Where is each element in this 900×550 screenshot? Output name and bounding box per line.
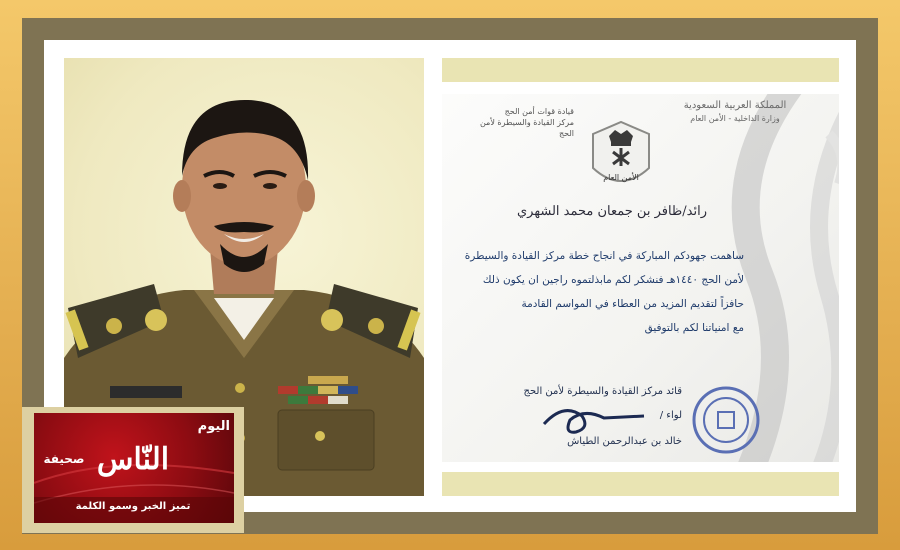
bottom-decorative-bar (442, 472, 839, 496)
public-security-emblem-icon (587, 116, 655, 196)
certificate-header-right-title: المملكة العربية السعودية (683, 100, 787, 111)
certificate-body (448, 244, 744, 340)
logo-tagline: تميز الخبر وسمو الكلمة (75, 501, 191, 512)
signatory-rank: لواء / (659, 410, 682, 421)
body-line: لأمن الحج ١٤٤٠هـ فنشكر لكم مابذلتموه راجين ان يكون ذلك (482, 274, 744, 286)
header-left-line: مركز القيادة والسيطرة لأمن الحج (479, 118, 574, 138)
body-line: حافزاً لتقديم المزيد من العطاء في المواسم القادمة (521, 298, 744, 310)
logo-title: النّاس (96, 442, 170, 477)
body-line: ساهمت جهودكم المباركة في انجاح خطة مركز القيادة والسيطرة (464, 250, 744, 262)
certificate-header-right-sub: وزارة الداخلية - الأمن العام (690, 114, 780, 123)
signatory-title: قائد مركز القيادة والسيطرة لأمن الحج (523, 386, 682, 397)
certificate-header-left (464, 106, 574, 139)
logo-word-newspaper: صحيفة (43, 452, 85, 466)
signatory-name: خالد بن عبدالرحمن الطياش (567, 436, 682, 447)
official-stamp-icon (690, 384, 762, 456)
emblem-caption: الأمن العام (603, 173, 639, 182)
top-decorative-bar (442, 58, 839, 82)
header-left-line: قيادة قوات أمن الحج (504, 107, 574, 116)
handwritten-signature (534, 394, 654, 444)
logo-word-today: اليوم (197, 419, 230, 434)
appreciation-certificate (442, 94, 839, 462)
body-line: مع امنياتنا لكم بالتوفيق (644, 322, 744, 334)
recipient-name: رائد/ظافر بن جمعان محمد الشهري (517, 204, 707, 219)
